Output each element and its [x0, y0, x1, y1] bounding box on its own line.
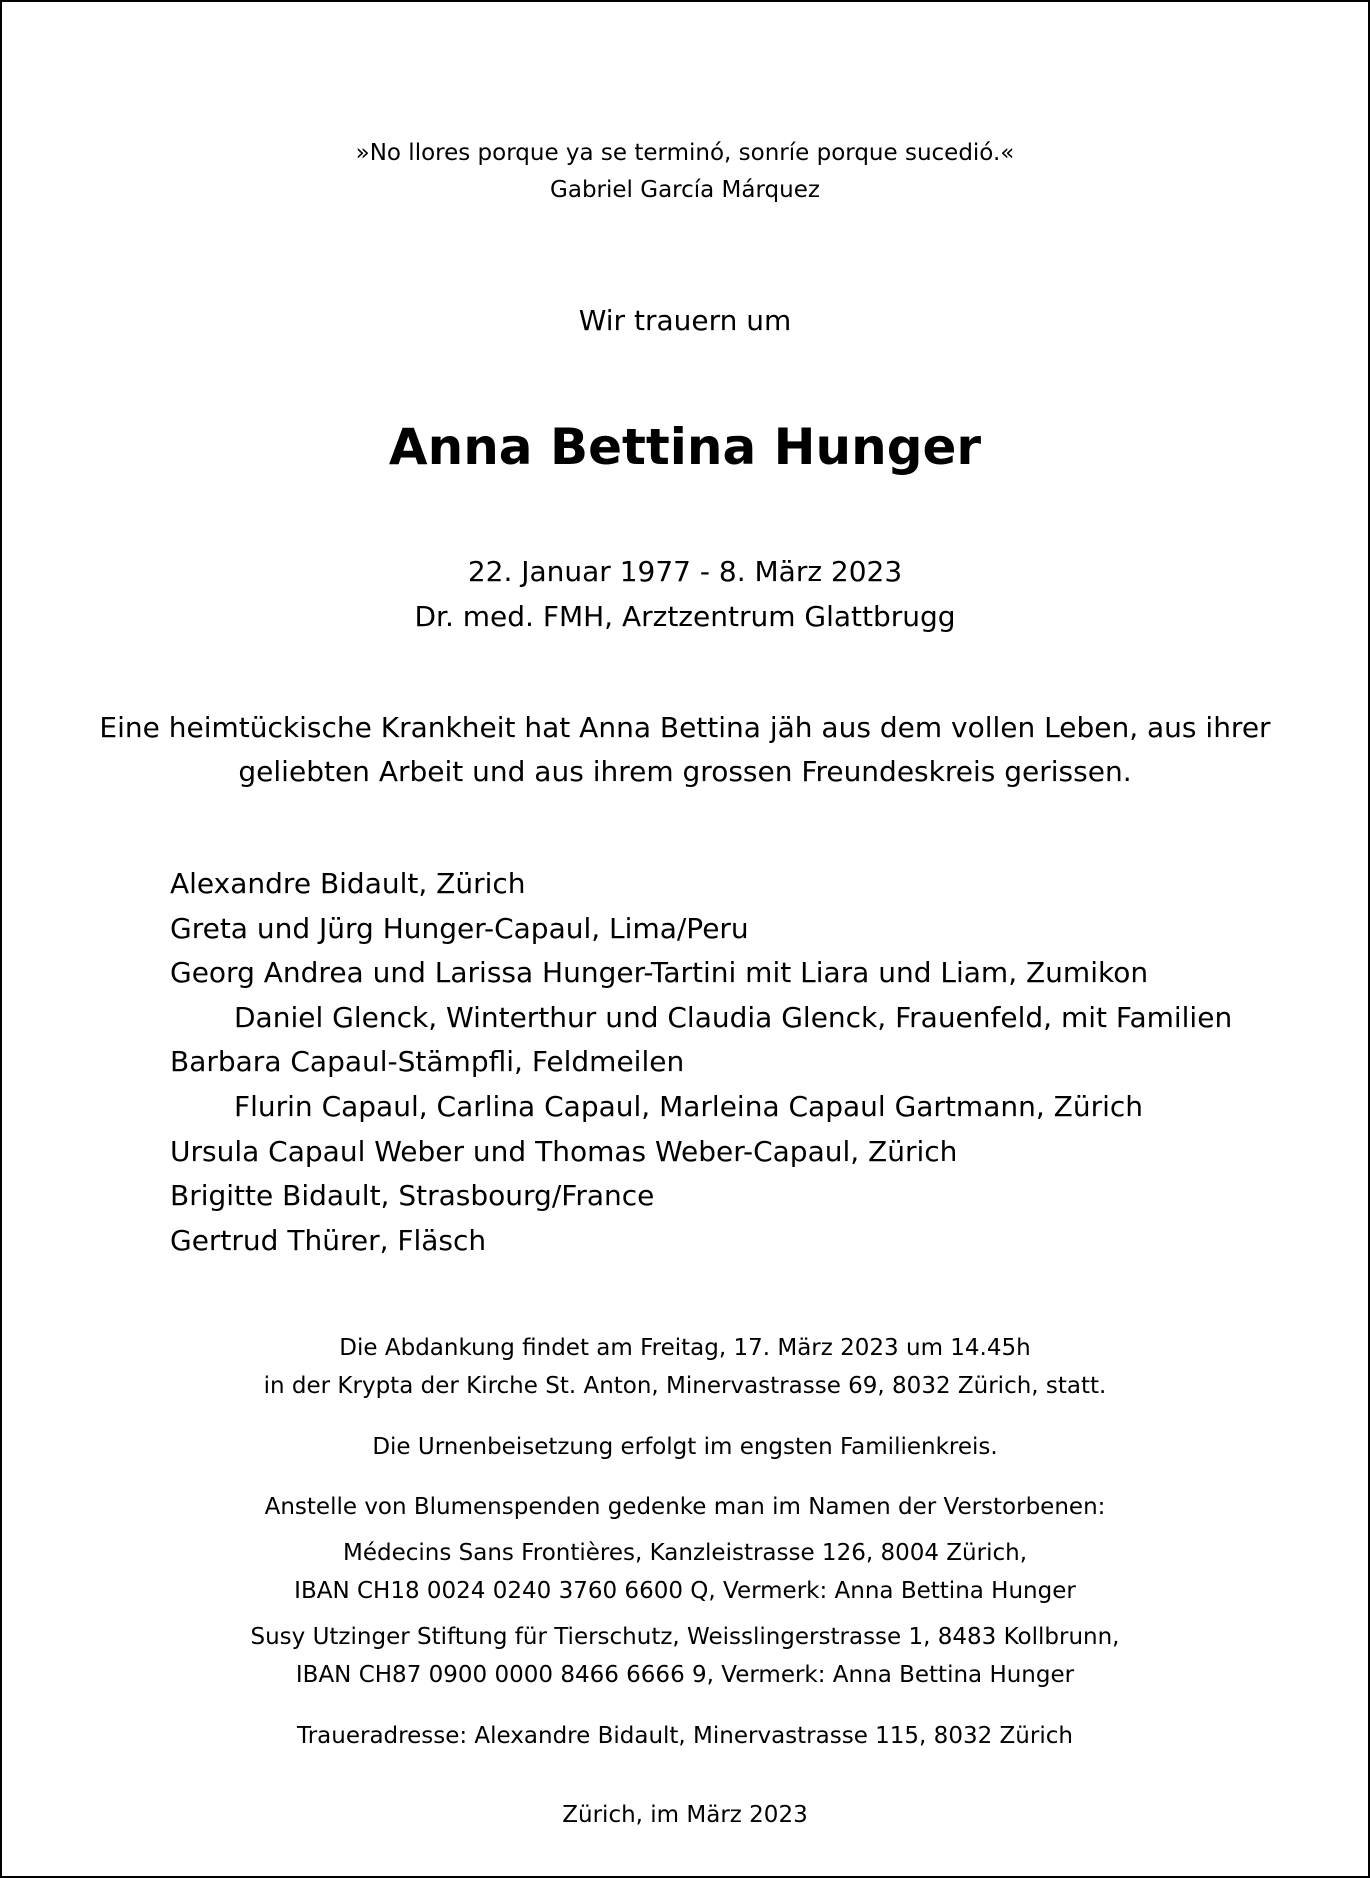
donation-msf-address: Médecins Sans Frontières, Kanzleistrasse 126, 8004 Zürich, — [342, 1540, 1028, 1566]
place-date: Zürich, im März 2023 — [562, 1802, 808, 1828]
life-dates: 22. Januar 1977 - 8. März 2023 — [467, 555, 903, 588]
donation-susy-iban: IBAN CH87 0900 0000 8466 6666 9, Vermerk: Anna Bettina Hunger — [295, 1662, 1075, 1688]
mourner-entry: Greta und Jürg Hunger-Capaul, Lima/Peru — [170, 911, 749, 945]
farewell-sentence-line-1: Eine heimtückische Krankheit hat Anna Bettina jäh aus dem vollen Leben, aus ihrer — [99, 711, 1271, 744]
donation-susy-address: Susy Utzinger Stiftung für Tierschutz, Weisslingerstrasse 1, 8483 Kollbrunn, — [250, 1624, 1120, 1650]
quote-author: Gabriel García Márquez — [550, 177, 820, 203]
quote-text: »No llores porque ya se terminó, sonríe porque sucedió.« — [355, 140, 1015, 166]
donation-msf-iban: IBAN CH18 0024 0240 3760 6600 Q, Vermerk: Anna Bettina Hunger — [294, 1578, 1076, 1604]
donations-intro: Anstelle von Blumenspenden gedenke man im Namen der Verstorbenen: — [264, 1494, 1106, 1520]
mourners-list — [170, 862, 1232, 1263]
urn-notice: Die Urnenbeisetzung erfolgt im engsten Familienkreis. — [372, 1434, 998, 1460]
mourner-entry: Alexandre Bidault, Zürich — [170, 867, 526, 900]
farewell-sentence-line-2: geliebten Arbeit und aus ihrem grossen Freundeskreis gerissen. — [238, 755, 1132, 788]
mourner-entry: Barbara Capaul-Stämpfli, Feldmeilen — [170, 1045, 685, 1079]
mourner-entry: Gertrud Thürer, Fläsch — [170, 1223, 487, 1257]
profession: Dr. med. FMH, Arztzentrum Glattbrugg — [414, 600, 956, 633]
mourner-entry: Daniel Glenck, Winterthur und Claudia Glenck, Frauenfeld, mit Familien — [234, 1000, 1233, 1034]
mourner-entry: Ursula Capaul Weber und Thomas Weber-Capaul, Zürich — [170, 1134, 958, 1168]
mourner-entry: Brigitte Bidault, Strasbourg/France — [170, 1179, 655, 1213]
service-line-1: Die Abdankung findet am Freitag, 17. März 2023 um 14.45h — [339, 1335, 1031, 1361]
deceased-name: Anna Bettina Hunger — [388, 418, 982, 476]
service-line-2: in der Krypta der Kirche St. Anton, Minervastrasse 69, 8032 Zürich, statt. — [263, 1373, 1107, 1399]
mourning-address: Traueradresse: Alexandre Bidault, Minervastrasse 115, 8032 Zürich — [297, 1723, 1073, 1749]
mourner-entry: Flurin Capaul, Carlina Capaul, Marleina Capaul Gartmann, Zürich — [234, 1089, 1144, 1123]
mourner-entry: Georg Andrea und Larissa Hunger-Tartini mit Liara und Liam, Zumikon — [170, 956, 1149, 990]
intro-text: Wir trauern um — [578, 304, 792, 337]
